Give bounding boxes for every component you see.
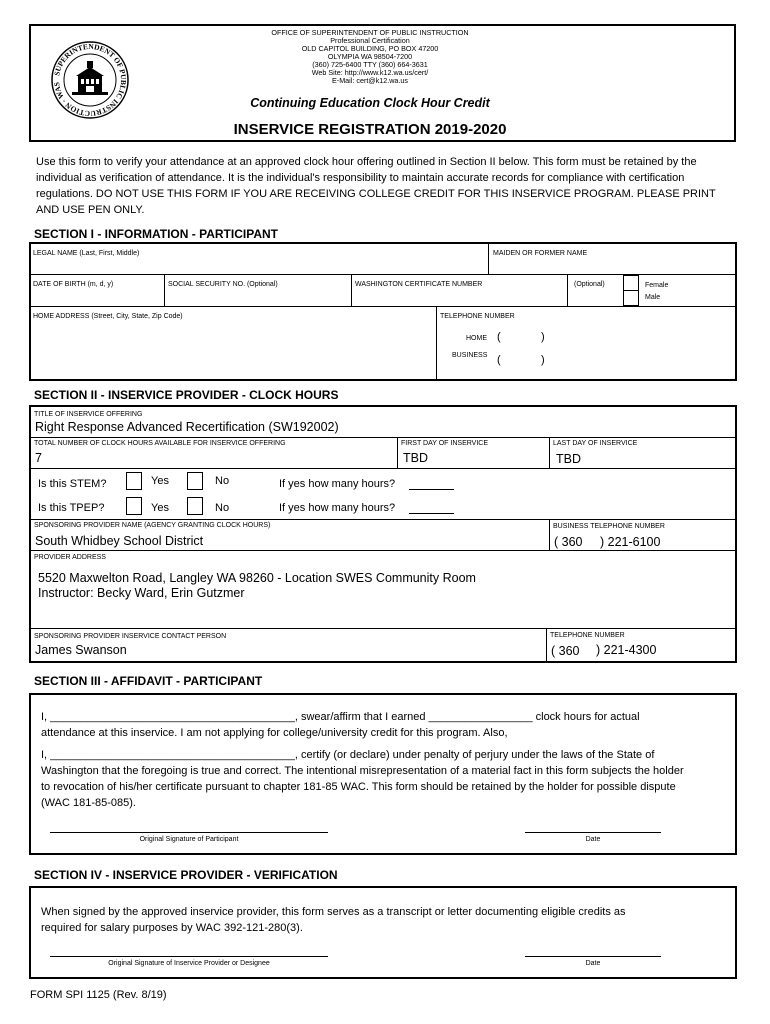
business-phone-close-paren: ) <box>541 354 545 366</box>
dob-field[interactable] <box>32 291 160 304</box>
stem-question: Is this STEM? <box>38 478 107 490</box>
male-checkbox[interactable] <box>623 290 639 306</box>
svg-text:SUPERINTENDENT OF PUBLIC INSTR: SUPERINTENDENT OF PUBLIC INSTRUCTION · WAS <box>52 41 129 119</box>
affidavit-paragraph-2: I, ________________________________________, certify (or declare) under penalty of perjury under the laws of the State of Washington that the foregoing is true and correct. The intentional misrepresentation of a material fact in this form subjects the holder to revocation of his/her certificate pursuant to chapter 181-85 WAC. This form should be retained by the holder for possible dispute (WAC 181-85-085). <box>41 749 684 809</box>
contact-telephone-label: TELEPHONE NUMBER <box>550 632 625 639</box>
stem-hours-blank[interactable] <box>409 489 454 490</box>
clock-hours-label: TOTAL NUMBER OF CLOCK HOURS AVAILABLE FOR INSERVICE OFFERING <box>34 440 286 447</box>
provider-address-label: PROVIDER ADDRESS <box>34 554 106 561</box>
cert-number-field[interactable] <box>354 291 564 304</box>
tpep-no-checkbox[interactable] <box>187 497 203 515</box>
home-phone-close-paren: ) <box>541 331 545 343</box>
first-day-label: FIRST DAY OF INSERVICE <box>401 440 489 447</box>
provider-signature-label: Original Signature of Inservice Provider or Designee <box>108 960 270 967</box>
home-phone-label: HOME <box>466 335 487 342</box>
provider-address-line1[interactable]: 5520 Maxwelton Road, Langley WA 98260 - Location SWES Community Room <box>38 571 476 585</box>
provider-name-label: SPONSORING PROVIDER NAME (AGENCY GRANTING CLOCK HOURS) <box>34 522 271 529</box>
office-email: E-Mail: cert@k12.wa.us <box>332 76 408 85</box>
tpep-yes-checkbox[interactable] <box>126 497 142 515</box>
office-website: Web Site: http://www.k12.wa.us/cert/ <box>311 68 429 77</box>
office-address-2: OLYMPIA WA 98504-7200 <box>327 52 413 61</box>
business-phone-field[interactable] <box>505 354 725 368</box>
last-day-value[interactable]: TBD <box>556 452 581 466</box>
ssn-field[interactable] <box>167 291 347 304</box>
provider-address-line2[interactable]: Instructor: Becky Ward, Erin Gutzmer <box>38 586 245 600</box>
tpep-hours-question: If yes how many hours? <box>279 502 396 514</box>
contact-person-value[interactable]: James Swanson <box>35 643 127 657</box>
state-seal <box>50 40 130 120</box>
home-phone-field[interactable] <box>505 331 725 345</box>
section3-heading: SECTION III - AFFIDAVIT - PARTICIPANT <box>34 674 263 688</box>
female-checkbox[interactable] <box>623 275 639 291</box>
provider-name-value[interactable]: South Whidbey School District <box>35 534 204 548</box>
business-phone-open-paren: ( <box>497 354 501 366</box>
participant-signature-label: Original Signature of Participant <box>139 836 239 843</box>
telephone-label: TELEPHONE NUMBER <box>440 313 515 320</box>
home-address-field[interactable] <box>32 323 432 378</box>
clock-hours-value[interactable]: 7 <box>35 451 42 465</box>
tpep-yes-label: Yes <box>151 502 169 514</box>
participant-signature-line[interactable] <box>50 832 328 833</box>
office-address-1: OLD CAPITOL BUILDING, PO BOX 47200 <box>301 44 439 53</box>
offering-title-value[interactable]: Right Response Advanced Recertification (SW192002) <box>35 420 339 434</box>
participant-date-line[interactable] <box>525 832 661 833</box>
section2-heading: SECTION II - INSERVICE PROVIDER - CLOCK HOURS <box>34 388 339 402</box>
legal-name-field[interactable] <box>32 260 482 273</box>
home-address-label: HOME ADDRESS (Street, City, State, Zip Code) <box>33 313 183 320</box>
form-title: INSERVICE REGISTRATION 2019-2020 <box>233 121 507 138</box>
stem-no-checkbox[interactable] <box>187 472 203 490</box>
maiden-name-field[interactable] <box>492 260 732 273</box>
verification-text: When signed by the approved inservice provider, this form serves as a transcript or letter documenting eligible credits as required for salary purposes by WAC 392-121-280(3). <box>41 906 626 934</box>
ssn-label: SOCIAL SECURITY NO. (Optional) <box>168 281 278 288</box>
cert-number-label: WASHINGTON CERTIFICATE NUMBER <box>355 281 483 288</box>
office-phone: (360) 725-6400 TTY (360) 664-3631 <box>312 60 428 69</box>
department-name: Professional Certification <box>330 36 410 45</box>
section1-heading: SECTION I - INFORMATION - PARTICIPANT <box>34 227 278 241</box>
contact-person-label: SPONSORING PROVIDER INSERVICE CONTACT PERSON <box>34 633 227 640</box>
business-phone-number[interactable]: ) 221-6100 <box>600 535 661 549</box>
male-label: Male <box>645 294 661 301</box>
home-phone-open-paren: ( <box>497 331 501 343</box>
contact-phone-number[interactable]: ) 221-4300 <box>596 643 657 657</box>
tpep-no-label: No <box>215 502 230 514</box>
provider-signature-line[interactable] <box>50 956 328 957</box>
female-label: Female <box>645 282 669 289</box>
provider-date-line[interactable] <box>525 956 661 957</box>
tpep-question: Is this TPEP? <box>38 502 105 514</box>
stem-yes-label: Yes <box>151 475 169 487</box>
tpep-hours-blank[interactable] <box>409 513 454 514</box>
form-number: FORM SPI 1125 (Rev. 8/19) <box>30 989 167 1001</box>
section4-heading: SECTION IV - INSERVICE PROVIDER - VERIFICATION <box>34 868 338 882</box>
last-day-label: LAST DAY OF INSERVICE <box>553 440 638 447</box>
dob-label: DATE OF BIRTH (m, d, y) <box>33 281 114 288</box>
legal-name-label: LEGAL NAME (Last, First, Middle) <box>33 250 140 257</box>
gender-optional-label: (Optional) <box>574 281 605 288</box>
stem-no-label: No <box>215 475 230 487</box>
business-phone-area-code[interactable]: ( 360 <box>554 535 583 549</box>
stem-yes-checkbox[interactable] <box>126 472 142 490</box>
maiden-name-label: MAIDEN OR FORMER NAME <box>493 250 588 257</box>
business-telephone-label: BUSINESS TELEPHONE NUMBER <box>553 523 665 530</box>
stem-hours-question: If yes how many hours? <box>279 478 396 490</box>
affidavit-paragraph-1: I, ________________________________________, swear/affirm that I earned _________________ clock hours for actual attendance at this inservice. I am not applying for college/university credit for this program. Also, <box>41 711 640 739</box>
provider-date-label: Date <box>585 960 601 967</box>
office-name: OFFICE OF SUPERINTENDENT OF PUBLIC INSTRUCTION <box>271 28 469 37</box>
seal-icon <box>50 40 130 120</box>
intro-text: Use this form to verify your attendance at an approved clock hour offering outlined in Section II below. This form must be retained by the individual as verification of attendance. It is the individual's responsibility to maintain accurate records for compliance with certification regulations. DO NOT USE THIS FORM IF YOU ARE RECEIVING COLLEGE CREDIT FOR THIS INSERVICE PROGRAM. PLEASE PRINT AND USE PEN ONLY. <box>36 156 716 216</box>
offering-title-label: TITLE OF INSERVICE OFFERING <box>34 411 143 418</box>
contact-phone-area-code[interactable]: ( 360 <box>551 644 580 658</box>
form-subtitle: Continuing Education Clock Hour Credit <box>250 96 490 110</box>
business-phone-label: BUSINESS <box>452 352 488 359</box>
participant-date-label: Date <box>585 836 601 843</box>
first-day-value[interactable]: TBD <box>403 451 428 465</box>
